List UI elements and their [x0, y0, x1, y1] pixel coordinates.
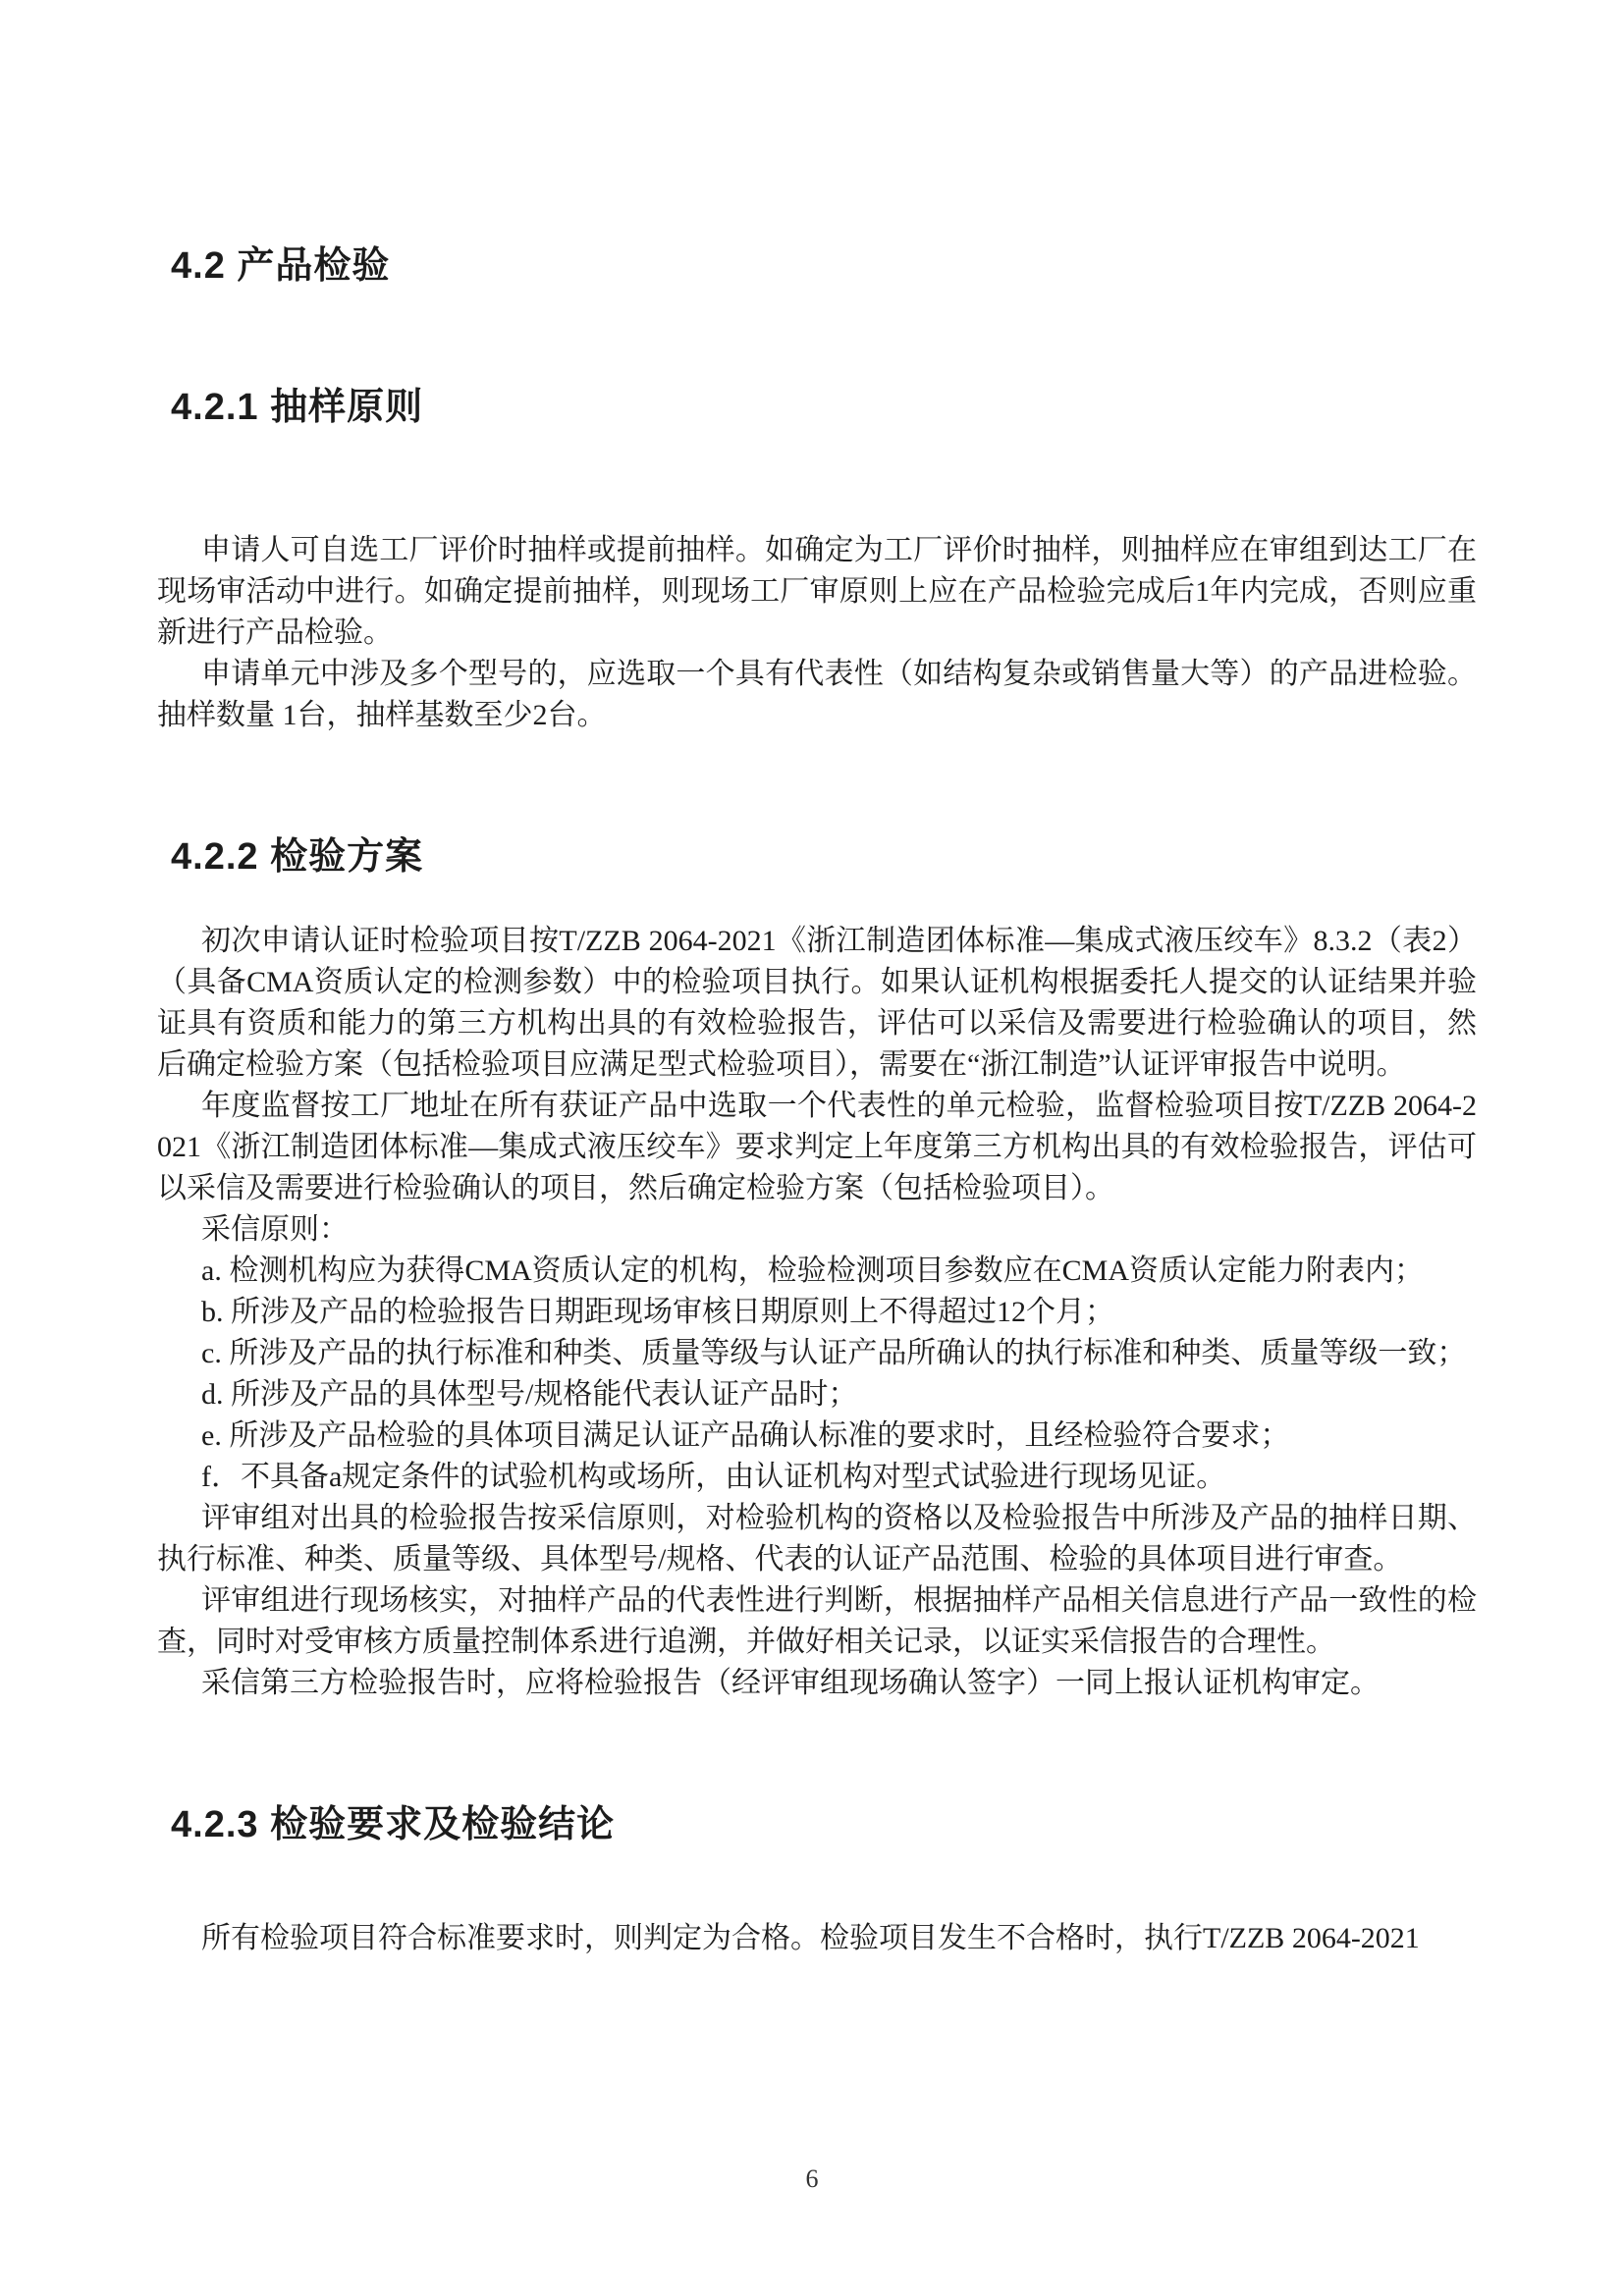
section-heading-4-2-2: 4.2.2 检验方案	[171, 836, 424, 878]
paragraph-inspection-plan-2: 年度监督按工厂地址在所有获证产品中选取一个代表性的单元检验，监督检验项目按T/ZZB 2064-2021《浙江制造团体标准—集成式液压绞车》要求判定上年度第三方机构出具的有效检验报告，评估可以采信及需要进行检验确认的项目，然后确定检验方案（包括检验项目）。	[157, 1090, 1477, 1204]
page-number: 6	[805, 2164, 819, 2193]
paragraph-inspection-plan-1: 初次申请认证时检验项目按T/ZZB 2064-2021《浙江制造团体标准—集成式液压绞车》8.3.2（表2）（具备CMA资质认定的检测参数）中的检验项目执行。如果认证机构根据委托人提交的认证结果并验证具有资质和能力的第三方机构出具的有效检验报告，评估可以采信及需要进行检验确认的项目，然后确定检验方案（包括检验项目应满足型式检验项目），需要在“浙江制造”认证评审报告中说明。	[157, 925, 1477, 1081]
paragraph-third-party-report: 采信第三方检验报告时，应将检验报告（经评审组现场确认签字）一同上报认证机构审定。	[201, 1667, 1380, 1699]
list-item-b: b. 所涉及产品的检验报告日期距现场审核日期原则上不得超过12个月；	[201, 1296, 1114, 1328]
list-item-a: a. 检测机构应为获得CMA资质认定的机构，检验检测项目参数应在CMA资质认定能力附表内；	[201, 1255, 1425, 1287]
list-item-d: d. 所涉及产品的具体型号/规格能代表认证产品时；	[201, 1378, 858, 1411]
paragraph-inspection-conclusion: 所有检验项目符合标准要求时，则判定为合格。检验项目发生不合格时，执行T/ZZB 2064-2021	[201, 1922, 1420, 1954]
section-heading-4-2: 4.2 产品检验	[171, 245, 391, 287]
section-heading-4-2-3: 4.2.3 检验要求及检验结论	[171, 1804, 616, 1845]
list-item-e: e. 所涉及产品检验的具体项目满足认证产品确认标准的要求时，且经检验符合要求；	[201, 1419, 1290, 1452]
list-item-c: c. 所涉及产品的执行标准和种类、质量等级与认证产品所确认的执行标准和种类、质量等级一致；	[201, 1337, 1467, 1369]
paragraph-acceptance-principles-label: 采信原则：	[201, 1213, 349, 1246]
list-item-f: f．不具备a规定条件的试验机构或场所，由认证机构对型式试验进行现场见证。	[201, 1461, 1226, 1493]
paragraph-review-team-1: 评审组对出具的检验报告按采信原则，对检验机构的资格以及检验报告中所涉及产品的抽样日期、执行标准、种类、质量等级、具体型号/规格、代表的认证产品范围、检验的具体项目进行审查。	[157, 1502, 1477, 1575]
paragraph-sampling-2: 申请单元中涉及多个型号的，应选取一个具有代表性（如结构复杂或销售量大等）的产品进检验。抽样数量 1台，抽样基数至少2台。	[157, 658, 1477, 731]
section-heading-4-2-1: 4.2.1 抽样原则	[171, 387, 424, 428]
paragraph-sampling-1: 申请人可自选工厂评价时抽样或提前抽样。如确定为工厂评价时抽样，则抽样应在审组到达工厂在现场审活动中进行。如确定提前抽样，则现场工厂审原则上应在产品检验完成后1年内完成，否则应重新进行产品检验。	[157, 534, 1477, 649]
paragraph-review-team-2: 评审组进行现场核实，对抽样产品的代表性进行判断，根据抽样产品相关信息进行产品一致性的检查，同时对受审核方质量控制体系进行追溯，并做好相关记录，以证实采信报告的合理性。	[157, 1584, 1477, 1658]
